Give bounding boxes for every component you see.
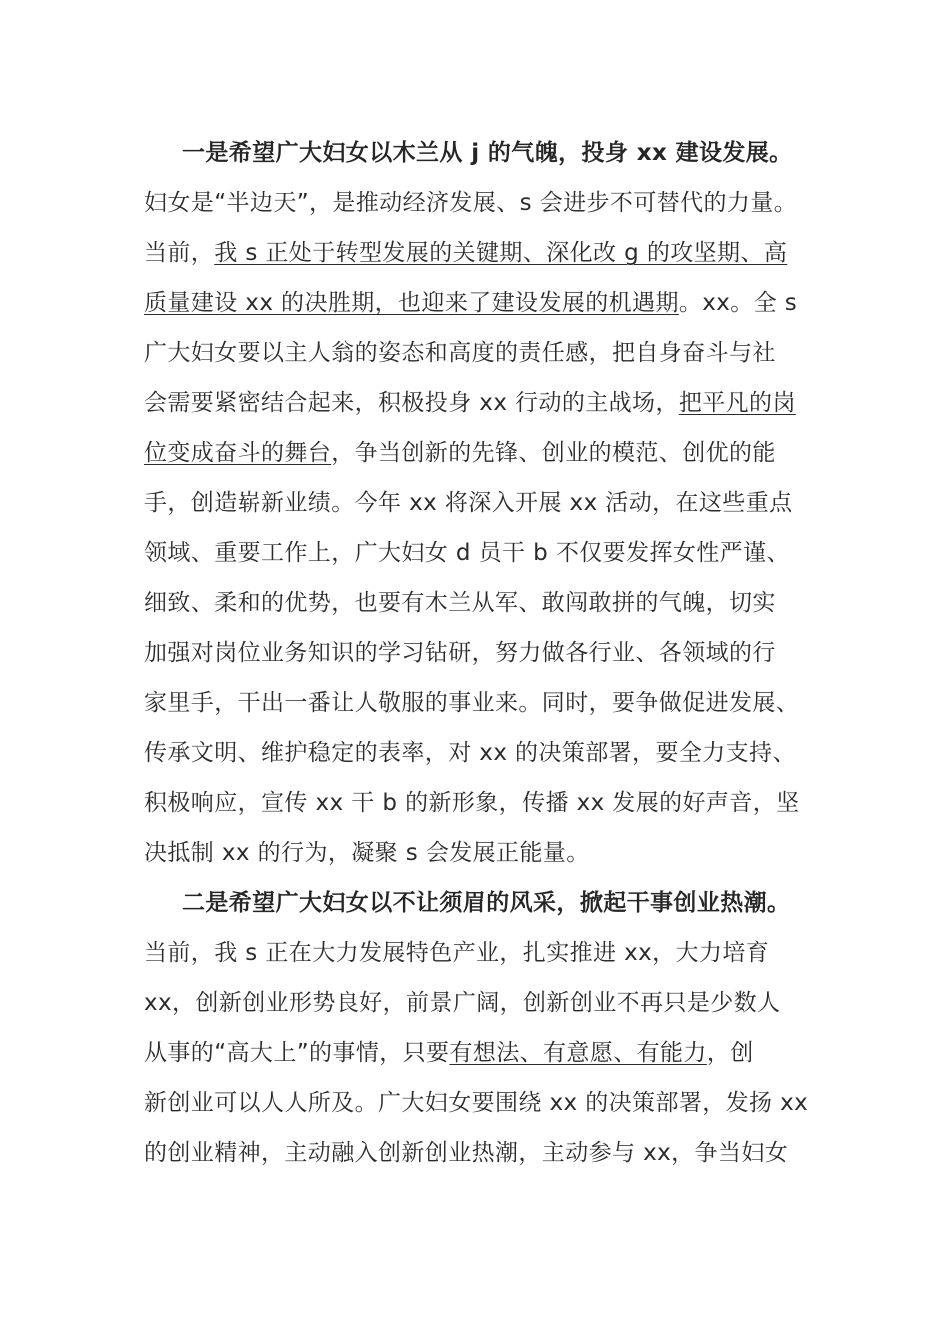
text-run: 从事的“高大上”的事情，只要 (144, 1040, 450, 1066)
underlined-text: 我 s 正处于转型发展的关键期、深化改 g 的攻坚期、高 (214, 240, 788, 266)
text-line (144, 1028, 824, 1078)
paragraph-1 (144, 128, 824, 878)
text-run: 。xx。全 s (678, 290, 798, 316)
text-line: 领域、重要工作上，广大妇女 d 员干 b 不仅要发挥女性严谨、 (144, 540, 790, 566)
text-line: 积极响应，宣传 xx 干 b 的新形象，传播 xx 发展的好声音，坚 (144, 790, 800, 816)
text-line: 广大妇女要以主人翁的姿态和高度的责任感，把自身奋斗与社 (144, 340, 776, 366)
text-line: 新创业可以人人所及。广大妇女要围绕 xx 的决策部署，发扬 xx (144, 1090, 809, 1116)
text-line (144, 378, 824, 428)
text-run: 会需要紧密结合起来，积极投身 xx 行动的主战场， (144, 390, 679, 416)
underlined-text: 有想法、有意愿、有能力 (449, 1040, 707, 1066)
text-line: 妇女是“半边天”，是推动经济发展、s 会进步不可替代的力量。 (144, 190, 798, 216)
text-line (144, 428, 824, 478)
text-line: 当前，我 s 正在大力发展特色产业，扎实推进 xx，大力培育 (144, 940, 770, 966)
text-line: 加强对岗位业务知识的学习钻研，努力做各行业、各领域的行 (144, 640, 776, 666)
text-line (144, 228, 824, 278)
text-line: 的创业精神，主动融入创新创业热潮，主动参与 xx，争当妇女 (144, 1140, 789, 1166)
text-run: 当前， (144, 240, 215, 266)
underlined-text: 把平凡的岗 (678, 390, 796, 416)
text-line: 手，创造崭新业绩。今年 xx 将深入开展 xx 活动，在这些重点 (144, 490, 793, 516)
text-run: ，争当创新的先锋、创业的模范、创优的能 (331, 440, 776, 466)
text-line: 家里手，干出一番让人敬服的事业来。同时，要争做促进发展、 (144, 690, 800, 716)
underlined-text: 位变成奋斗的舞台 (144, 440, 332, 466)
text-run: ，创 (706, 1040, 754, 1066)
paragraph-2 (144, 878, 824, 1178)
text-line: xx，创新创业形势良好，前景广阔，创新创业不再只是少数人 (144, 990, 781, 1016)
paragraph-1-heading: 一是希望广大妇女以木兰从 j 的气魄，投身 xx 建设发展。 (182, 140, 793, 166)
paragraph-2-heading: 二是希望广大妇女以不让须眉的风采，掀起干事创业热潮。 (182, 890, 791, 916)
text-line: 细致、柔和的优势，也要有木兰从军、敢闯敢拼的气魄，切实 (144, 590, 776, 616)
text-line: 传承文明、维护稳定的表率，对 xx 的决策部署，要全力支持、 (144, 740, 796, 766)
underlined-text: 质量建设 xx 的决胜期，也迎来了建设发展的机遇期 (144, 290, 679, 316)
text-line: 决抵制 xx 的行为，凝聚 s 会发展正能量。 (144, 840, 590, 866)
text-line (144, 278, 824, 328)
